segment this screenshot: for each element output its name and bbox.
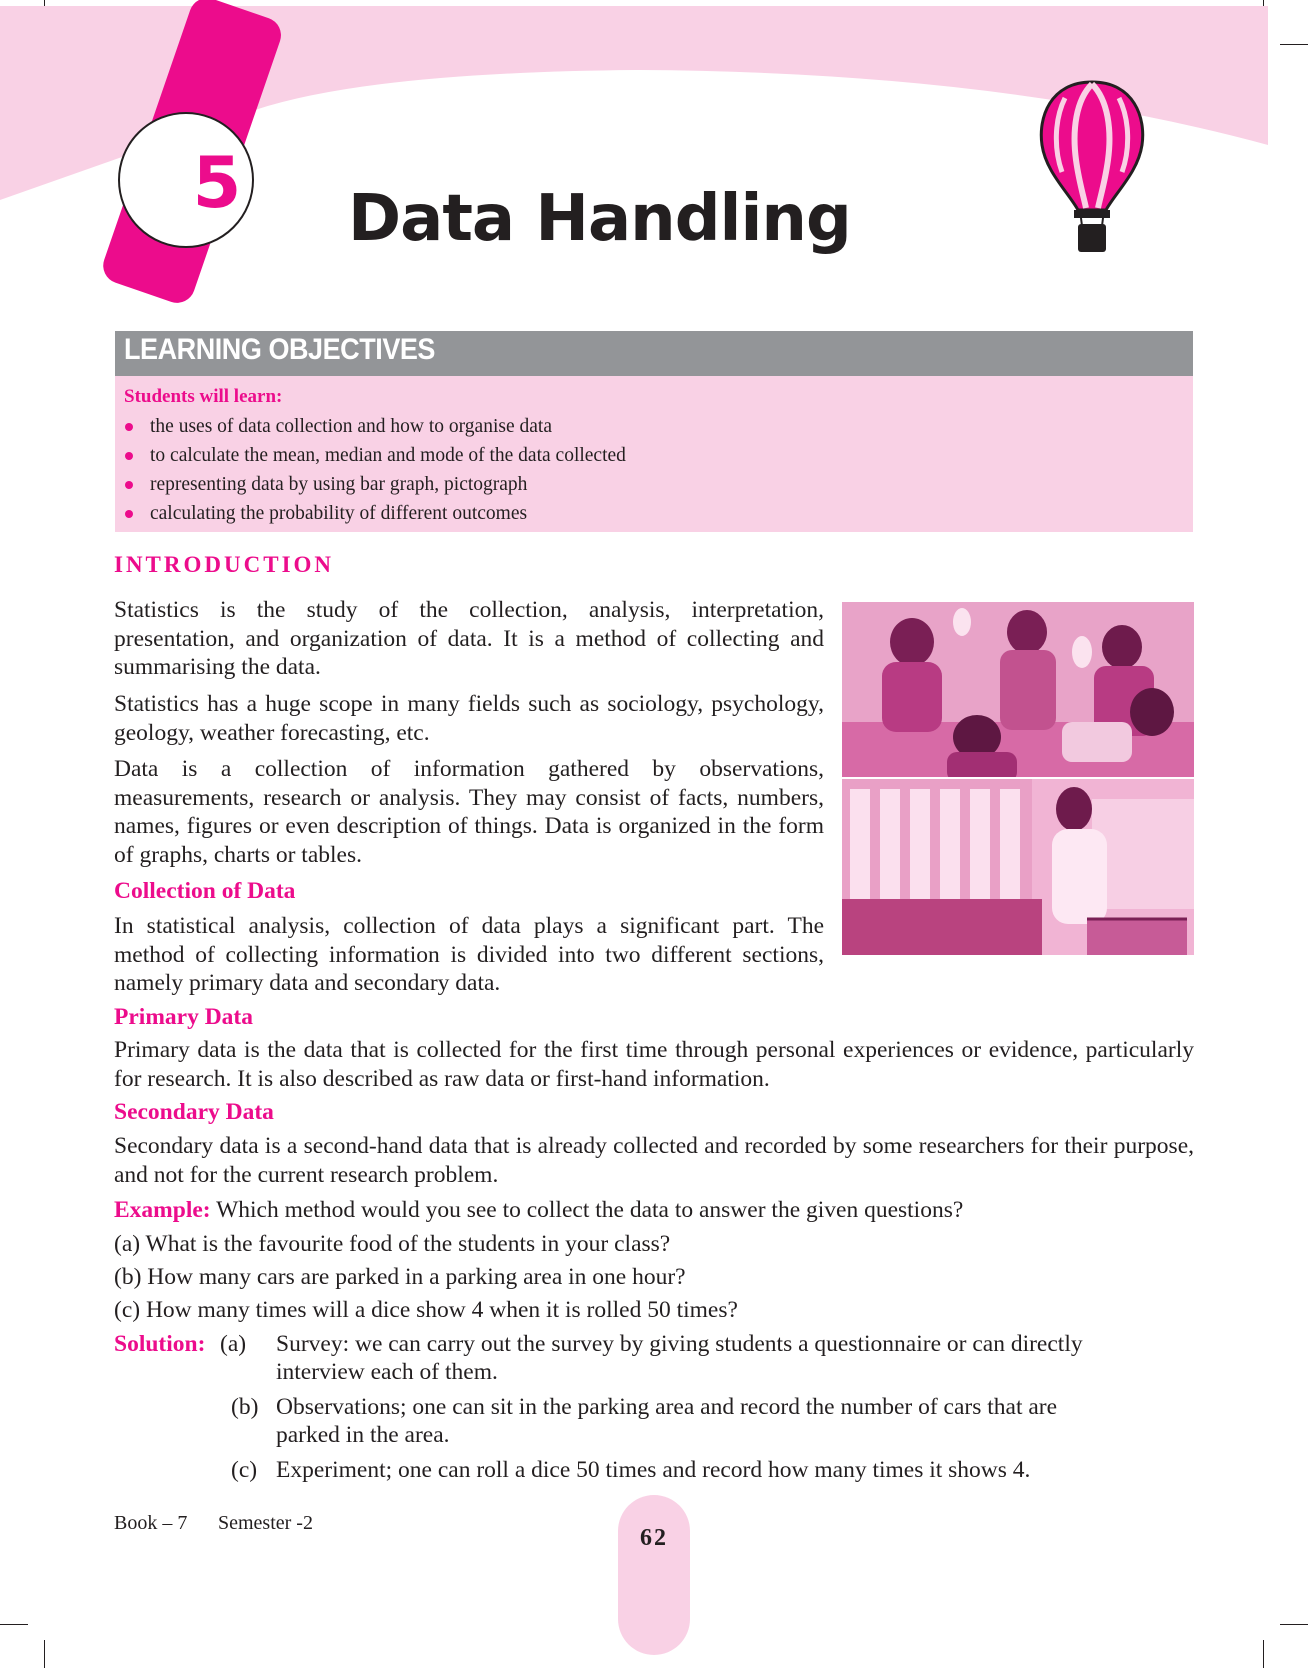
solution-b-line-2: parked in the area. [276,1422,450,1448]
example-line [114,1196,963,1225]
introduction-paragraph-2: Statistics has a huge scope in many fields such as sociology, psychology, geology, weather forecasting, etc. [114,691,824,746]
example-label: Example: [114,1197,211,1223]
chapter-number: 5 [192,142,242,224]
introduction-heading: INTRODUCTION [114,552,335,577]
introduction-paragraph-1: Statistics is the study of the collection, analysis, interpretation, presentation, and organization of data. It is a method of collecting and summarising the data. [114,597,824,680]
crop-mark [0,1624,28,1625]
solution-label: Solution: [114,1331,206,1357]
balloon-icon [1041,82,1142,252]
collection-paragraph: In statistical analysis, collection of data plays a significant part. The method of collecting information is divided into two different sections, namely primary data and secondary data. [114,913,824,996]
objective-item: calculating the probability of different outcomes [122,499,626,528]
bullet-icon [125,510,133,518]
footer-book: Book – 7 [114,1512,188,1534]
secondary-data-paragraph: Secondary data is a second-hand data that is already collected and recorded by some researchers for their purpose, and not for the current research problem. [114,1133,1194,1188]
solution-b-line-1: Observations; one can sit in the parking area and record the number of cars that are [276,1394,1058,1420]
solution-marker-c: (c) [231,1457,258,1483]
page-number: 62 [640,1525,668,1551]
example-item-c: (c) How many times will a dice show 4 when it is rolled 50 times? [114,1297,738,1323]
example-question: Which method would you see to collect the data to answer the given questions? [216,1197,964,1223]
crop-mark [44,1640,45,1668]
example-item-a: (a) What is the favourite food of the students in your class? [114,1231,671,1257]
bullet-icon [125,423,133,431]
bullet-icon [125,452,133,460]
example-item-b: (b) How many cars are parked in a parking area in one hour? [114,1264,686,1290]
objectives-lead: Students will learn: [124,386,283,407]
objective-item: to calculate the mean, median and mode of the data collected [122,441,626,470]
students-survey-photo [842,602,1194,777]
crop-mark [1280,1624,1308,1625]
solution-marker-b: (b) [231,1394,259,1420]
chapter-title: Data Handling [348,182,851,256]
secondary-data-heading: Secondary Data [114,1099,274,1125]
primary-data-heading: Primary Data [114,1004,253,1030]
supermarket-photo [842,779,1194,955]
objective-item: the uses of data collection and how to organise data [122,412,626,441]
solution-a-line-2: interview each of them. [276,1359,498,1385]
page-number-pill [618,1495,690,1655]
primary-data-paragraph: Primary data is the data that is collected for the first time through personal experiences or evidence, particularly for research. It is also described as raw data or first-hand information. [114,1037,1194,1092]
footer-semester: Semester -2 [218,1512,313,1534]
crop-mark [1263,1640,1264,1668]
bullet-icon [125,481,133,489]
solution-a-line-1: Survey: we can carry out the survey by giving students a questionnaire or can directly [276,1331,1083,1357]
objective-item: representing data by using bar graph, pictograph [122,470,626,499]
objectives-heading: LEARNING OBJECTIVES [124,333,436,366]
collection-heading: Collection of Data [114,878,296,904]
solution-marker-a: (a) [220,1331,247,1357]
objectives-list [122,412,626,528]
solution-c-line-1: Experiment; one can roll a dice 50 times and record how many times it shows 4. [276,1457,1031,1483]
introduction-paragraph-3: Data is a collection of information gathered by observations, measurements, research or analysis. They may consist of facts, numbers, names, figures or even description of things. Data is organized in the form of graphs, charts or tables. [114,756,824,868]
